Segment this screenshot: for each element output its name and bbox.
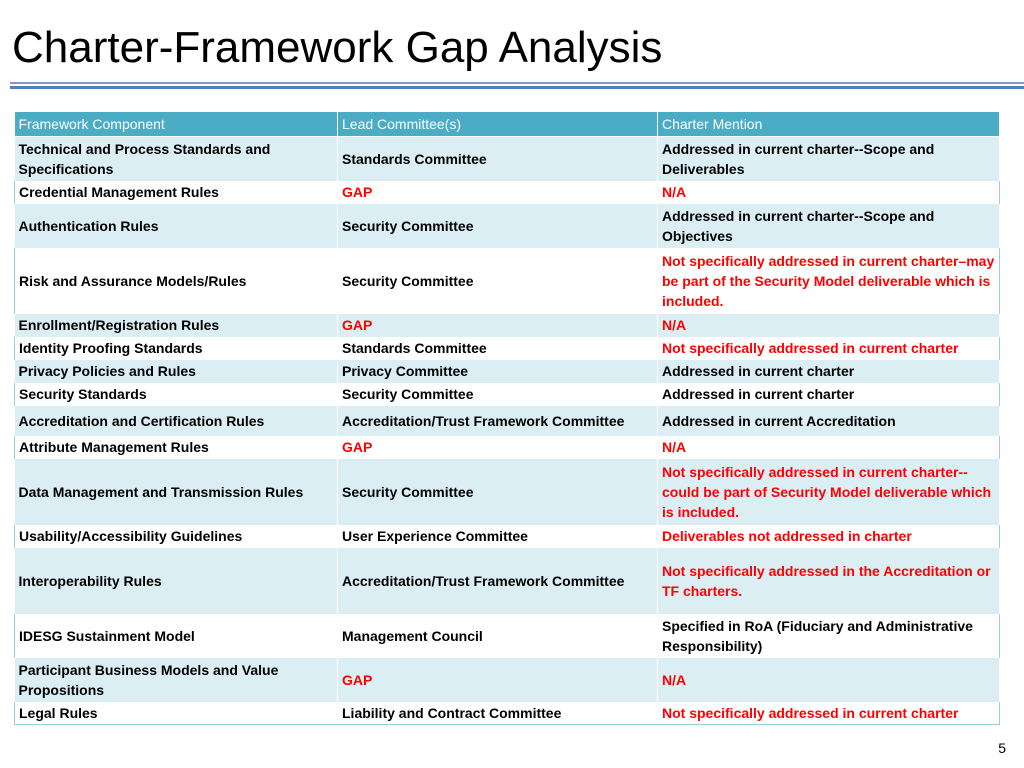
cell-framework-component: Data Management and Transmission Rules xyxy=(15,459,338,525)
table-row xyxy=(15,702,1000,725)
cell-charter-mention: N/A xyxy=(658,436,1000,459)
cell-framework-component: Participant Business Models and Value Propositions xyxy=(15,658,338,702)
cell-framework-component: Interoperability Rules xyxy=(15,548,338,614)
cell-lead-committee: GAP xyxy=(338,436,658,459)
cell-charter-mention: Not specifically addressed in current charter xyxy=(658,702,1000,725)
cell-charter-mention: Addressed in current charter--Scope and Deliverables xyxy=(658,137,1000,181)
cell-framework-component: Technical and Process Standards and Specifications xyxy=(15,137,338,181)
table-row xyxy=(15,436,1000,459)
cell-lead-committee: Security Committee xyxy=(338,383,658,406)
cell-lead-committee: Security Committee xyxy=(338,204,658,248)
cell-charter-mention: Addressed in current charter xyxy=(658,383,1000,406)
cell-lead-committee: User Experience Committee xyxy=(338,525,658,548)
cell-charter-mention: Addressed in current Accreditation xyxy=(658,406,1000,436)
table-body xyxy=(15,137,1000,725)
cell-lead-committee: GAP xyxy=(338,658,658,702)
cell-framework-component: Risk and Assurance Models/Rules xyxy=(15,248,338,314)
table-row xyxy=(15,459,1000,525)
header-charter-mention: Charter Mention xyxy=(658,112,1000,137)
table-row xyxy=(15,181,1000,204)
table-row xyxy=(15,525,1000,548)
cell-lead-committee: Security Committee xyxy=(338,248,658,314)
table-row xyxy=(15,248,1000,314)
header-lead-committee: Lead Committee(s) xyxy=(338,112,658,137)
table-row xyxy=(15,548,1000,614)
cell-lead-committee: Accreditation/Trust Framework Committee xyxy=(338,406,658,436)
cell-charter-mention: Not specifically addressed in the Accreditation or TF charters. xyxy=(658,548,1000,614)
cell-framework-component: Usability/Accessibility Guidelines xyxy=(15,525,338,548)
header-framework-component: Framework Component xyxy=(15,112,338,137)
table-row xyxy=(15,204,1000,248)
cell-lead-committee: Security Committee xyxy=(338,459,658,525)
table-row xyxy=(15,337,1000,360)
table-row xyxy=(15,360,1000,383)
cell-charter-mention: Specified in RoA (Fiduciary and Administrative Responsibility) xyxy=(658,614,1000,658)
cell-charter-mention: Deliverables not addressed in charter xyxy=(658,525,1000,548)
cell-charter-mention: Not specifically addressed in current charter xyxy=(658,337,1000,360)
cell-lead-committee: GAP xyxy=(338,314,658,337)
cell-framework-component: Authentication Rules xyxy=(15,204,338,248)
cell-charter-mention: N/A xyxy=(658,658,1000,702)
cell-charter-mention: Not specifically addressed in current charter–may be part of the Security Model deliverable which is included. xyxy=(658,248,1000,314)
page-number: 5 xyxy=(998,740,1006,756)
table-row xyxy=(15,658,1000,702)
cell-charter-mention: Addressed in current charter--Scope and Objectives xyxy=(658,204,1000,248)
table-row xyxy=(15,406,1000,436)
gap-analysis-table xyxy=(14,112,1000,725)
cell-charter-mention: Not specifically addressed in current charter--could be part of Security Model deliverable which is included. xyxy=(658,459,1000,525)
cell-framework-component: Credential Management Rules xyxy=(15,181,338,204)
cell-charter-mention: N/A xyxy=(658,314,1000,337)
cell-lead-committee: Liability and Contract Committee xyxy=(338,702,658,725)
cell-framework-component: Identity Proofing Standards xyxy=(15,337,338,360)
table-header-row xyxy=(15,112,1000,137)
table-row xyxy=(15,137,1000,181)
cell-lead-committee: Privacy Committee xyxy=(338,360,658,383)
cell-framework-component: Attribute Management Rules xyxy=(15,436,338,459)
title-underline xyxy=(10,82,1024,90)
cell-framework-component: Security Standards xyxy=(15,383,338,406)
cell-lead-committee: Standards Committee xyxy=(338,337,658,360)
table-row xyxy=(15,614,1000,658)
table-row xyxy=(15,383,1000,406)
cell-lead-committee: Standards Committee xyxy=(338,137,658,181)
cell-framework-component: IDESG Sustainment Model xyxy=(15,614,338,658)
slide-title: Charter-Framework Gap Analysis xyxy=(12,23,663,72)
cell-lead-committee: GAP xyxy=(338,181,658,204)
cell-charter-mention: N/A xyxy=(658,181,1000,204)
cell-framework-component: Enrollment/Registration Rules xyxy=(15,314,338,337)
cell-lead-committee: Management Council xyxy=(338,614,658,658)
cell-framework-component: Accreditation and Certification Rules xyxy=(15,406,338,436)
cell-lead-committee: Accreditation/Trust Framework Committee xyxy=(338,548,658,614)
table-row xyxy=(15,314,1000,337)
cell-charter-mention: Addressed in current charter xyxy=(658,360,1000,383)
cell-framework-component: Legal Rules xyxy=(15,702,338,725)
cell-framework-component: Privacy Policies and Rules xyxy=(15,360,338,383)
